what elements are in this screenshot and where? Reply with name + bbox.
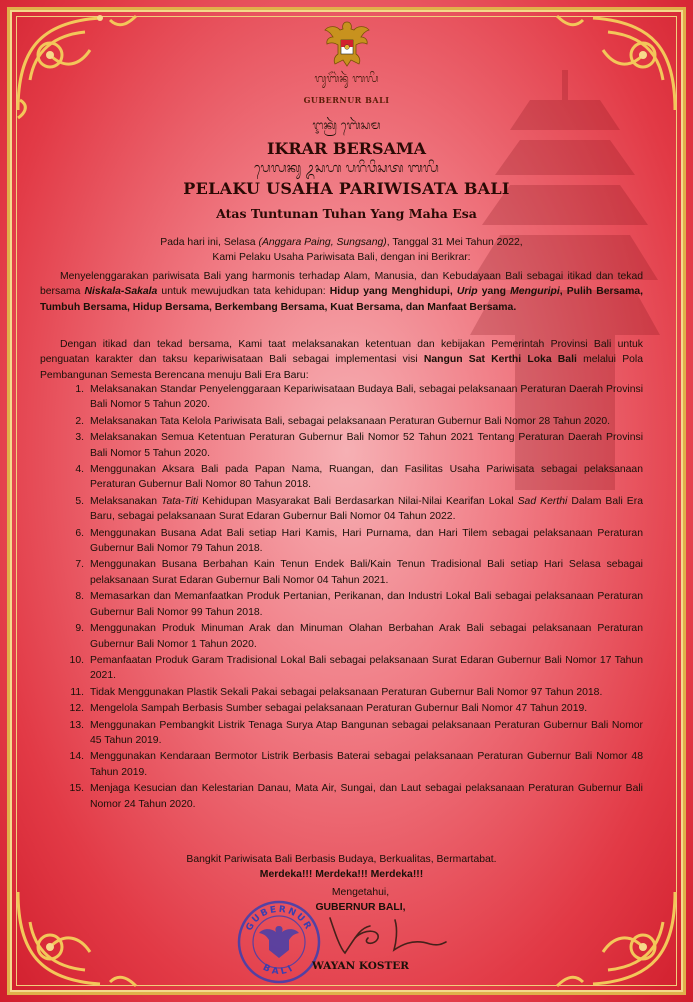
list-item-number: 4.	[75, 464, 84, 476]
item5-mid: Kehidupan Masyarakat Bali Berdasarkan Nilai-Nilai Kearifan Lokal	[198, 495, 518, 507]
p2-c: melalui Pola Pembangunan Semesta Berencana menuju Bali Era Baru:	[40, 354, 643, 381]
ikrar-list	[40, 382, 643, 813]
document-subtitle: PELAKU USAHA PARIWISATA BALI	[183, 179, 510, 198]
list-item	[40, 653, 643, 684]
date-emphasis: (Anggara Paing, Sungsang)	[258, 237, 387, 248]
list-item-text: Menggunakan Produk Minuman Arak dan Minuman Olahan Berbahan Arak Bali sebagai pelaksanaan Peraturan Gubernur Bali Nomor 1 Tahun 2020.	[90, 623, 643, 650]
balinese-gubernur-text: ᬕᬸᬩᭂᬃᬦᬸᬃ ᬩᬮᬶ	[314, 72, 379, 85]
p2-visi: Nangun Sat Kerthi Loka Bali	[423, 354, 577, 366]
p1-niskala: Niskala-Sakala	[84, 286, 158, 298]
list-item-text: Tidak Menggunakan Plastik Sekali Pakai sebagai pelaksanaan Peraturan Gubernur Bali Nomor 97 Tahun 2018.	[90, 686, 603, 698]
p1-urip: Urip	[456, 286, 478, 298]
list-item-text: Menggunakan Pembangkit Listrik Tenaga Surya Atap Bangunan sebagai pelaksanaan Peraturan Gubernur Bali Nomor 45 Tahun 2019.	[90, 719, 643, 746]
stamp-bottom-text: BALI	[261, 962, 297, 978]
gubernur-title: GUBERNUR BALI,	[315, 902, 406, 913]
list-item-text: Pemanfaatan Produk Garam Tradisional Lokal Bali sebagai pelaksanaan Surat Edaran Gubernur Bali Nomor 17 Tahun 2021.	[90, 654, 643, 682]
p1-hidup: Hidup yang Menghidupi,	[329, 286, 457, 298]
p1-yang: yang	[477, 286, 511, 298]
list-item-number: 5.	[75, 495, 84, 507]
list-item-number: 13.	[69, 719, 84, 731]
corner-ornament-bottom-right	[553, 882, 683, 992]
gubernur-bali-label: GUBERNUR BALI	[303, 95, 390, 105]
paragraph-1	[40, 269, 643, 315]
list-item	[40, 414, 643, 429]
corner-ornament-bottom-left	[10, 882, 140, 992]
p1-rest: , Pulih Bersama, Tumbuh Bersama, Hidup Bersama, Berkembang Bersama, Kuat Bersama, dan Manfaat Bersama.	[40, 286, 643, 313]
list-item-number: 6.	[75, 527, 84, 539]
handwritten-signature	[300, 908, 450, 964]
date-pre: Pada hari ini, Selasa	[160, 237, 259, 248]
document-title: IKRAR BERSAMA	[266, 139, 427, 158]
list-item-number: 7.	[75, 559, 84, 571]
list-item-number: 11.	[70, 686, 84, 698]
paragraph-2	[40, 337, 643, 383]
closing-line: Bangkit Pariwisata Bali Berbasis Budaya, Berkualitas, Bermartabat.	[186, 854, 497, 865]
signatory-name: WAYAN KOSTER	[311, 960, 410, 972]
atas-tuntunan-line: Atas Tuntunan Tuhan Yang Maha Esa	[216, 206, 477, 221]
kami-line: Kami Pelaku Usaha Pariwisata Bali, dengan ini Berikrar:	[212, 252, 471, 263]
list-item-number: 9.	[75, 623, 84, 635]
list-item-number: 3.	[75, 432, 84, 444]
list-item-number: 10.	[69, 654, 84, 666]
balinese-pelaku-text: ᬧᬾᬮᬓᬸ ᬉᬲᬳ ᬧᬭᬶᬯᬶᬲᬢ ᬩᬮᬶ	[254, 161, 439, 176]
merdeka-line: Merdeka!!! Merdeka!!! Merdeka!!!	[259, 869, 424, 880]
list-item-text: Menggunakan Aksara Bali pada Papan Nama, Ruangan, dan Fasilitas Usaha Pariwisata sebagai pelaksanaan Peraturan Gubernur Bali Nomor 80 Tahun 2018.	[90, 464, 643, 491]
date-line	[40, 235, 643, 250]
list-item-number: 8.	[75, 591, 84, 603]
list-item	[40, 557, 643, 588]
list-item-number: 1.	[75, 384, 84, 395]
list-item-text: Menggunakan Busana Berbahan Kain Tenun Endek Bali/Kain Tenun Tradisional Bali setiap Hari Selasa sebagai pelaksanaan Surat Edaran Gubernur Bali Nomor 04 Tahun 2021.	[90, 559, 643, 586]
p2-a: Dengan itikad dan tekad bersama, Kami taat melaksanakan ketentuan dan kebijakan Pemerintah Provinsi Bali untuk penguatan karakter dan taksu kepariwisataan Bali sebagai implementasi visi	[40, 339, 643, 366]
list-item	[40, 781, 643, 812]
list-item-text: Mengelola Sampah Berbasis Sumber sebagai pelaksanaan Peraturan Gubernur Bali Nomor 47 Tahun 2019.	[90, 703, 588, 715]
list-item-text	[90, 494, 643, 525]
balinese-ikrar-text: ᬇᬓ᭄ᬭᬃ ᬩᬾᬃᬲᬫ	[312, 118, 381, 132]
list-item-text: Menggunakan Kendaraan Bermotor Listrik Berbasis Baterai sebagai pelaksanaan Peraturan Gubernur Bali Nomor 48 Tahun 2019.	[90, 751, 643, 778]
list-item	[40, 749, 643, 780]
list-item	[40, 589, 643, 620]
list-item	[40, 718, 643, 749]
list-item	[40, 526, 643, 557]
item5-post: Dalam Bali Era Baru, sebagai pelaksanaan Surat Edaran Gubernur Bali Nomor 04 Tahun 2022.	[90, 495, 643, 523]
list-item	[40, 685, 643, 700]
list-item-text: Memasarkan dan Memanfaatkan Produk Pertanian, Perikanan, dan Industri Lokal Bali sebagai pelaksanaan Peraturan Gubernur Bali Nomor 99 Tahun 2018.	[90, 591, 643, 618]
list-item-number: 12.	[69, 703, 84, 715]
date-post: , Tanggal 31 Mei Tahun 2022,	[386, 237, 523, 248]
list-item-number: 14.	[69, 751, 84, 763]
list-item-text: Menggunakan Busana Adat Bali setiap Hari Kamis, Hari Purnama, dan Hari Tilem sebagai pelaksanaan Peraturan Gubernur Bali Nomor 79 Tahun 2018.	[90, 527, 643, 555]
mengetahui-label: Mengetahui,	[331, 887, 390, 898]
list-item	[40, 494, 643, 525]
list-item-text: Melaksanakan Semua Ketentuan Peraturan Gubernur Bali Nomor 52 Tahun 2021 Tentang Peraturan Daerah Provinsi Bali Nomor 5 Tahun 2020.	[90, 432, 643, 459]
list-item-text: Melaksanakan Tata Kelola Pariwisata Bali, sebagai pelaksanaan Peraturan Gubernur Bali Nomor 28 Tahun 2020.	[90, 415, 611, 427]
p1-c: untuk mewujudkan tata kehidupan:	[157, 286, 330, 298]
list-item	[40, 382, 643, 413]
list-item-number: 2.	[75, 415, 84, 427]
list-item-text: Menjaga Kesucian dan Kelestarian Danau, Mata Air, Sungai, dan Laut sebagai pelaksanaan Peraturan Gubernur Bali Nomor 24 Tahun 2020.	[90, 783, 643, 810]
list-item	[40, 701, 643, 716]
list-item-number: 15.	[69, 783, 84, 795]
garuda-emblem-icon	[323, 16, 371, 70]
item5-sad-kerthi: Sad Kerthi	[517, 495, 568, 507]
stamp-top-text: GUBERNUR	[244, 904, 314, 933]
p1-a: Menyelenggarakan pariwisata Bali yang harmonis terhadap Alam, Manusia, dan Kebudayaan Bali sebagai itikad dan tekad bersama	[40, 271, 643, 298]
list-item	[40, 430, 643, 461]
item5-tata-titi: Tata-Titi	[161, 495, 199, 507]
list-item	[40, 462, 643, 493]
list-item-text: Melaksanakan Standar Penyelenggaraan Kepariwisataan Budaya Bali, sebagai pelaksanaan Peraturan Daerah Provinsi Bali Nomor 5 Tahun 2020.	[90, 384, 643, 411]
p1-menguripi: Menguripi	[510, 286, 560, 298]
list-item	[40, 621, 643, 652]
item5-pre: Melaksanakan	[90, 495, 162, 507]
